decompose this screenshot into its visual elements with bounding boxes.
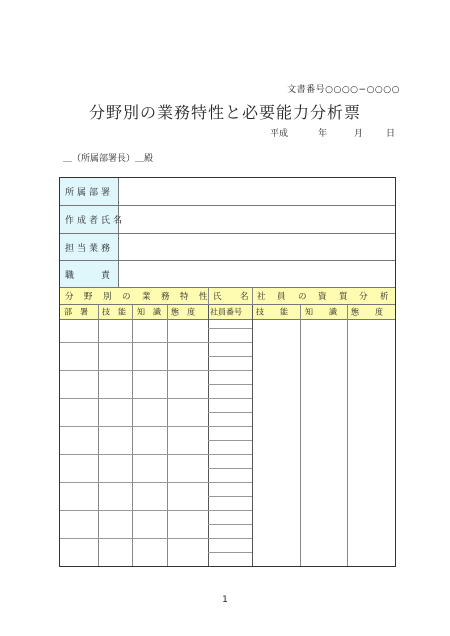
grid-line [60,370,208,371]
field-label-responsibility: 職 責 [60,261,119,287]
grid-line [208,412,252,413]
section-char: 別 [103,292,112,302]
page-number: 1 [222,595,228,605]
grid-line [60,454,208,455]
document-number: 文書番号○○○○−○○○○ [287,85,400,95]
grid-line [252,288,253,305]
grid-line [252,305,253,566]
column-header: 社員番号 [210,307,242,317]
grid-line [208,356,252,357]
column-header: 技 能 [256,307,288,317]
grid-line [208,426,252,427]
grid-line [208,288,209,305]
grid-line [208,305,209,566]
section-char: 分 [65,292,74,302]
column-header: 知 識 [305,307,337,317]
grid-line [208,538,252,539]
date-era: 平成 [270,129,289,139]
grid-line [167,305,168,566]
grid-line [208,524,252,525]
field-row-duties [60,234,395,261]
grid-line [347,305,348,566]
section-char: 分 [359,292,368,302]
grid-line [208,440,252,441]
grid-line [60,398,208,399]
section-char: の [122,292,131,302]
section-char: 氏 [213,292,222,302]
section-char: 質 [339,292,348,302]
analysis-sheet [59,177,396,567]
date-year: 年 [318,129,328,139]
section-char: 資 [318,292,327,302]
grid-line [208,454,252,455]
grid-line [98,305,99,566]
grid-line [300,305,301,566]
field-label-duties: 担当業務 [60,234,119,260]
grid-line [132,305,133,566]
field-row-author [60,206,395,234]
column-header: 態 度 [171,307,195,317]
section-heading-row [60,288,395,305]
grid-line [208,398,252,399]
grid-line [208,370,252,371]
section-char: 社 [257,292,266,302]
grid-line [60,482,208,483]
column-header: 部 署 [64,307,88,317]
grid-line [60,426,208,427]
field-label-author: 作成者氏名 [60,206,119,233]
section-char: 務 [161,292,170,302]
grid-line [208,482,252,483]
field-row-department [60,178,395,206]
section-char: 野 [84,292,93,302]
date-month: 月 [354,129,364,139]
section-char: 名 [240,292,249,302]
field-row-responsibility [60,261,395,288]
section-char: 性 [199,292,208,302]
column-header: 技 能 [102,307,126,317]
grid-line [208,384,252,385]
grid-line [208,496,252,497]
column-header: 態 度 [351,307,383,317]
field-label-department: 所属部署 [60,178,119,205]
grid-line [208,552,252,553]
section-char: 析 [380,292,389,302]
grid-line [60,538,208,539]
section-char: 員 [277,292,286,302]
grid-line [208,510,252,511]
section-char: の [298,292,307,302]
section-char: 特 [180,292,189,302]
grid-line [208,328,252,329]
grid-line [60,510,208,511]
column-header-row [60,305,395,320]
grid-line [60,342,208,343]
document-title: 分野別の業務特性と必要能力分析票 [88,103,361,122]
grid-line [208,342,252,343]
date-day: 日 [386,129,396,139]
section-char: 業 [142,292,151,302]
addressee: ＿（所属部署長）＿殿 [63,154,154,164]
grid-line [208,468,252,469]
column-header: 知 識 [137,307,161,317]
